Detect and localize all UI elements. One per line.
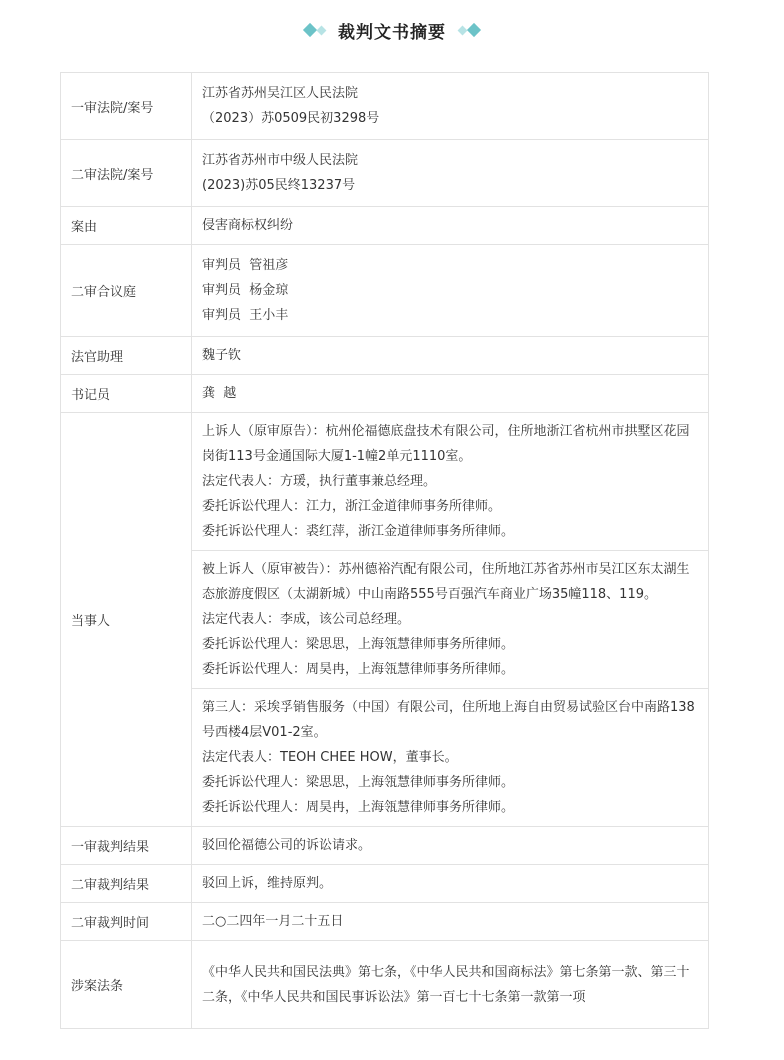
row-value [192, 73, 709, 140]
row-value: 驳回上诉，维持原判。 [192, 865, 709, 903]
agent: 委托诉讼代理人：周昊冉，上海瓴慧律师事务所律师。 [202, 800, 515, 815]
agent: 委托诉讼代理人：裘红萍，浙江金道律师事务所律师。 [202, 524, 515, 539]
judge: 审判员 杨金琼 [202, 283, 289, 298]
diamond-icon [303, 23, 317, 37]
row-label: 涉案法条 [61, 941, 192, 1029]
third-party-block [192, 689, 708, 826]
agent: 委托诉讼代理人：江力，浙江金道律师事务所律师。 [202, 499, 502, 514]
row-value [192, 245, 709, 337]
row-label: 二审裁判时间 [61, 903, 192, 941]
row-value: 龚 越 [192, 375, 709, 413]
page-title: 裁判文书摘要 [338, 22, 446, 43]
diamond-icon [317, 25, 327, 35]
legal-representative: 法定代表人：TEOH CHEE HOW，董事长。 [202, 750, 458, 765]
row-label: 法官助理 [61, 337, 192, 375]
row-label: 一审裁判结果 [61, 827, 192, 865]
right-diamond-ornament [456, 25, 479, 35]
party-info: 第三人：采埃孚销售服务（中国）有限公司，住所地上海自由贸易试验区台中南路138号西楼4层V01-2室。 [202, 700, 695, 740]
row-label: 案由 [61, 207, 192, 245]
row-value: 驳回伦福德公司的诉讼请求。 [192, 827, 709, 865]
party-info: 被上诉人（原审被告）：苏州德裕汽配有限公司，住所地江苏省苏州市吴江区东太湖生态旅游度假区（太湖新城）中山南路555号百强汽车商业广场35幢118、119。 [202, 562, 690, 602]
row-label: 当事人 [61, 413, 192, 827]
legal-representative: 法定代表人：李成，该公司总经理。 [202, 612, 411, 627]
row-value: 侵害商标权纠纷 [192, 207, 709, 245]
case-number: (2023)苏05民终13237号 [202, 178, 356, 193]
row-value [192, 140, 709, 207]
diamond-icon [467, 23, 481, 37]
row-second-court [61, 140, 709, 207]
case-number: （2023）苏0509民初3298号 [202, 111, 380, 126]
agent: 委托诉讼代理人：梁思思，上海瓴慧律师事务所律师。 [202, 637, 515, 652]
row-label: 一审法院/案号 [61, 73, 192, 140]
row-label: 二审合议庭 [61, 245, 192, 337]
row-laws [61, 941, 709, 1029]
row-second-result [61, 865, 709, 903]
summary-header [0, 14, 784, 46]
row-value: 魏子钦 [192, 337, 709, 375]
appellee-block [192, 551, 708, 689]
row-clerk [61, 375, 709, 413]
judge: 审判员 王小丰 [202, 308, 289, 323]
row-value: 二○二四年一月二十五日 [192, 903, 709, 941]
legal-representative: 法定代表人：方瑗，执行董事兼总经理。 [202, 474, 437, 489]
judge: 审判员 管祖彦 [202, 258, 289, 273]
row-label: 书记员 [61, 375, 192, 413]
left-diamond-ornament [305, 25, 328, 35]
row-assistant [61, 337, 709, 375]
row-cause [61, 207, 709, 245]
row-value: 《中华人民共和国民法典》第七条，《中华人民共和国商标法》第七条第一款、第三十二条，《中华人民共和国民事诉讼法》第一百七十七条第一款第一项 [192, 941, 709, 1029]
agent: 委托诉讼代理人：梁思思，上海瓴慧律师事务所律师。 [202, 775, 515, 790]
party-info: 上诉人（原审原告）：杭州伦福德底盘技术有限公司，住所地浙江省杭州市拱墅区花园岗街113号金通国际大厦1-1幢2单元1110室。 [202, 424, 690, 464]
agent: 委托诉讼代理人：周昊冉，上海瓴慧律师事务所律师。 [202, 662, 515, 677]
row-first-court [61, 73, 709, 140]
row-label: 二审法院/案号 [61, 140, 192, 207]
appellant-block [192, 413, 708, 551]
judgment-summary-table [60, 72, 709, 1029]
row-panel [61, 245, 709, 337]
court-name: 江苏省苏州吴江区人民法院 [202, 86, 359, 101]
row-first-result [61, 827, 709, 865]
court-name: 江苏省苏州市中级人民法院 [202, 153, 359, 168]
row-label: 二审裁判结果 [61, 865, 192, 903]
row-second-date [61, 903, 709, 941]
row-parties [61, 413, 709, 827]
row-value [192, 413, 709, 827]
